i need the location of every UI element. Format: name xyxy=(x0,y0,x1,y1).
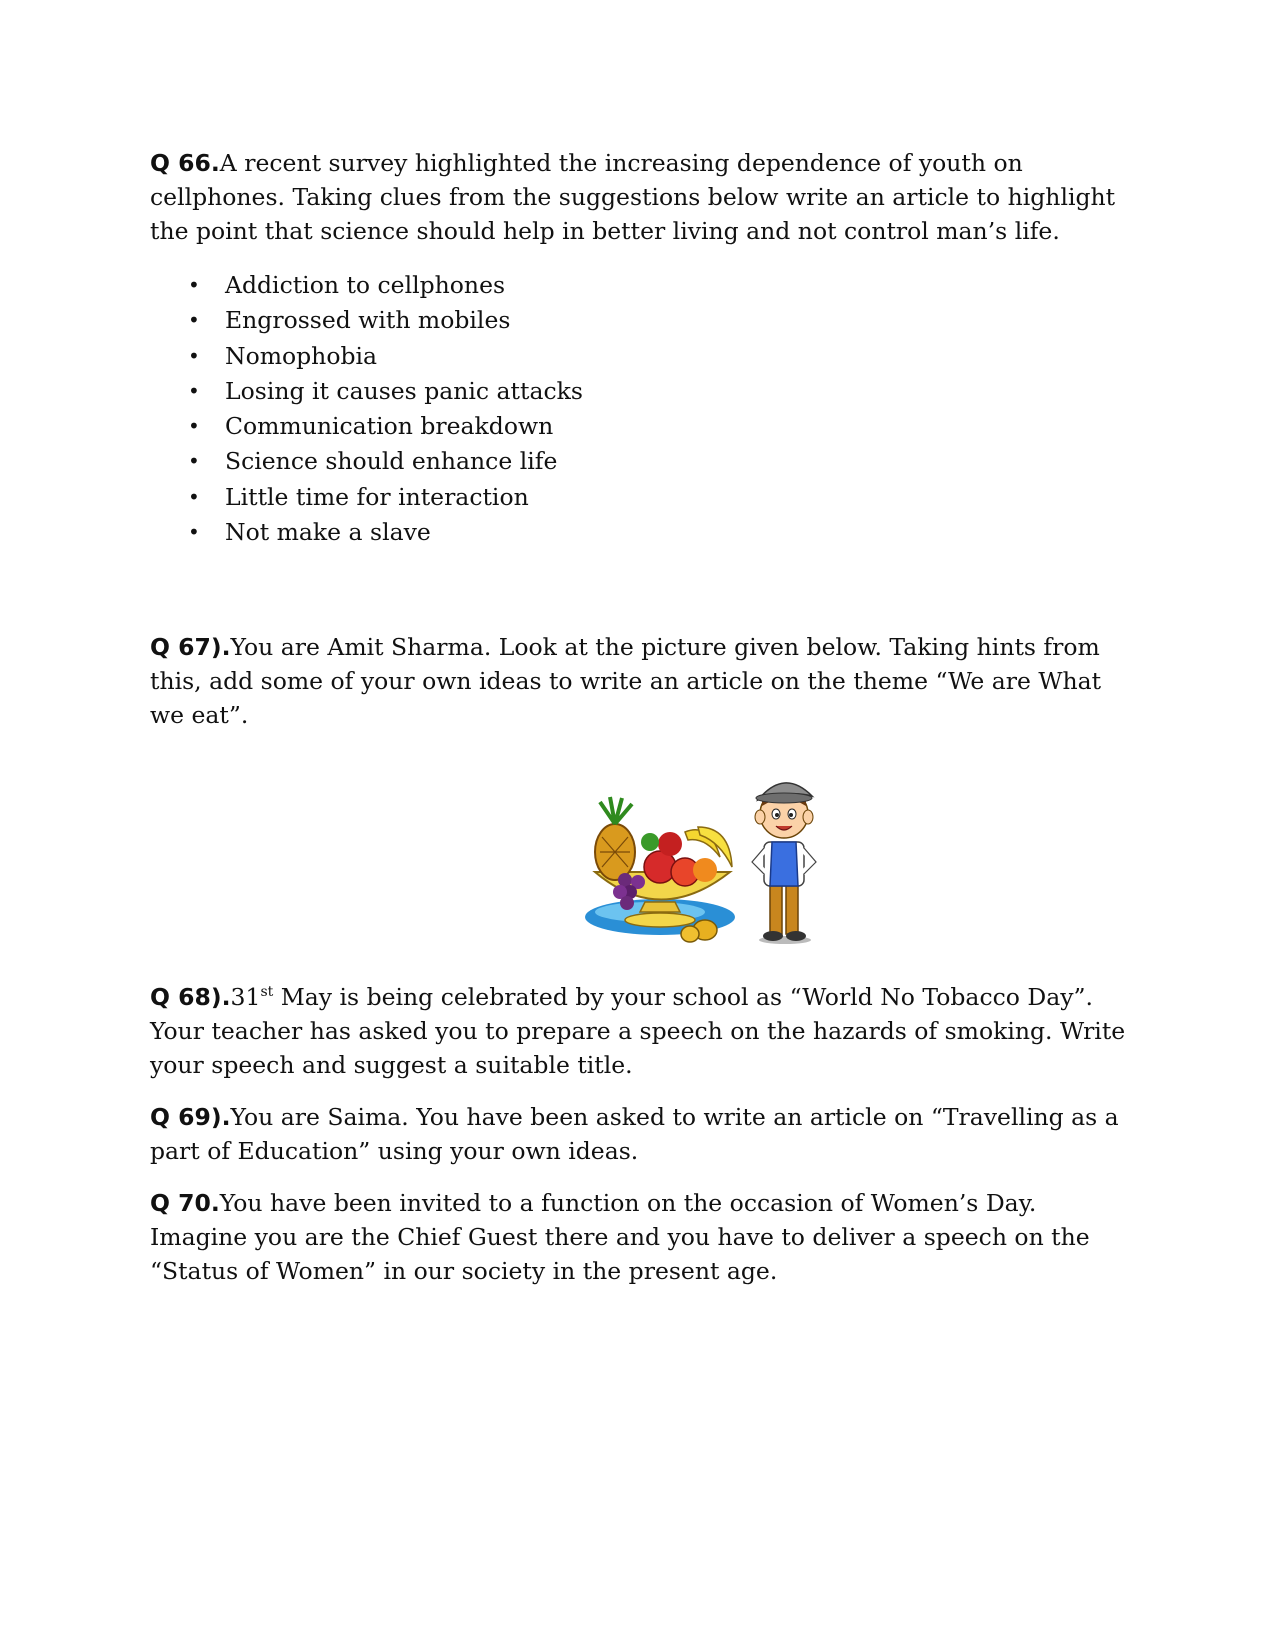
list-item: • Communication breakdown xyxy=(150,409,1140,444)
question-68: Q 68).31st May is being celebrated by your school as “World No Tobacco Day”. Your teacher has asked you to prepare a speech on the hazards of smoking. Write your speech and suggest a suitable title. xyxy=(150,983,1126,1080)
list-item: • Not make a slave xyxy=(150,515,1140,550)
question-text: May is being celebrated by your school as “World No Tobacco Day”. Your teacher has asked you to prepare a speech on the hazards of smoking. Write your speech and suggest a suitable title. xyxy=(150,983,1126,1080)
bullet-icon: • xyxy=(188,449,200,474)
bullet-icon: • xyxy=(188,273,200,297)
list-item: • Addiction to cellphones xyxy=(150,268,1140,303)
question-text: You are Amit Sharma. Look at the picture given below. Taking hints from this, add some of your own ideas to write an article on the theme “We are What we eat”. xyxy=(150,633,1102,730)
question-number: Q 70. xyxy=(150,1189,220,1218)
question-66 xyxy=(150,146,1140,248)
question-text: You have been invited to a function on the occasion of Women’s Day. Imagine you are the Chief Guest there and you have to deliver a speech on the “Status of Women” in our society in the present age. xyxy=(150,1189,1090,1286)
fruit-basket-boy-illustration xyxy=(150,762,1140,962)
hint-list xyxy=(150,268,1140,550)
question-number: Q 68). xyxy=(150,983,231,1012)
bullet-icon: • xyxy=(188,484,200,509)
question-text: A recent survey highlighted the increasing dependence of youth on cellphones. Taking clues from the suggestions below write an article to highlight the point that science should help in better living and not control man’s life. xyxy=(150,149,1116,245)
question-69 xyxy=(150,1100,1140,1168)
list-item: • Little time for interaction xyxy=(150,480,1140,515)
bullet-icon: • xyxy=(188,378,200,403)
list-item: • Nomophobia xyxy=(150,339,1140,374)
list-item: • Science should enhance life xyxy=(150,444,1140,479)
bullet-icon: • xyxy=(188,520,200,545)
question-70 xyxy=(150,1186,1140,1288)
list-item: • Losing it causes panic attacks xyxy=(150,374,1140,409)
question-number: Q 67). xyxy=(150,633,231,662)
bullet-icon: • xyxy=(188,343,200,368)
illustration-image xyxy=(580,762,840,947)
list-item: • Engrossed with mobiles xyxy=(150,303,1140,338)
question-67 xyxy=(150,630,1140,732)
question-number: Q 66. xyxy=(150,149,220,177)
bullet-icon: • xyxy=(188,414,200,439)
question-text: You are Saima. You have been asked to write an article on “Travelling as a part of Education” using your own ideas. xyxy=(150,1103,1119,1166)
question-number: Q 69). xyxy=(150,1103,231,1132)
worksheet-page xyxy=(150,146,1140,1288)
bullet-icon: • xyxy=(188,308,200,333)
